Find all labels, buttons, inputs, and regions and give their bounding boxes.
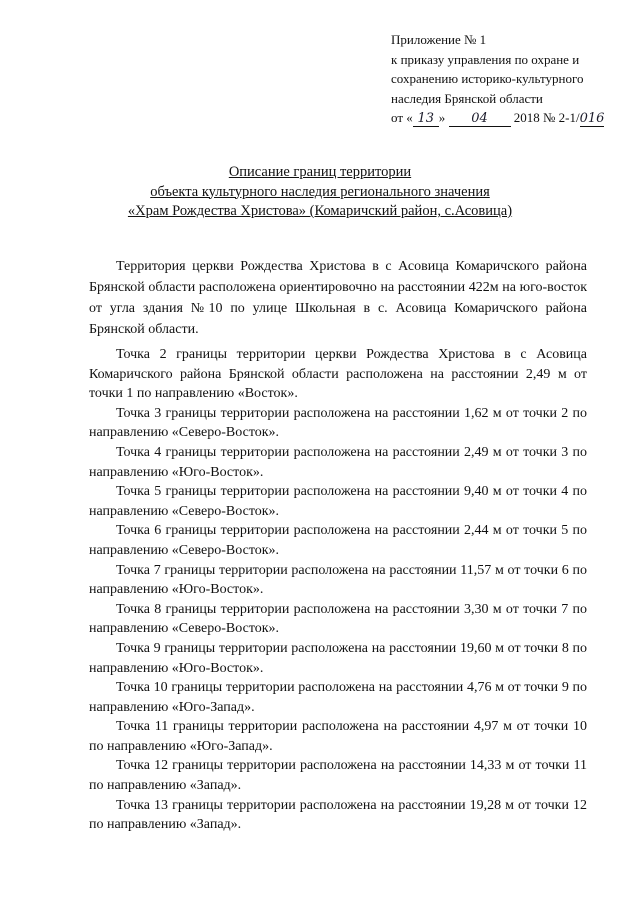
appendix-header [391,30,604,128]
boundary-point-paragraph: Точка 9 границы территории расположена на расстоянии 19,60 м от точки 8 по направлению «Юго-Восток». [89,640,587,676]
date-prefix: от « [391,110,413,125]
boundary-point-paragraph: Точка 12 границы территории расположена на расстоянии 14,33 м от точки 11 по направлению «Запад». [89,758,587,794]
title-line: Описание границ территории [228,164,412,180]
title-line: объекта культурного наследия регионального значения [150,183,490,200]
boundary-points-list [89,345,587,835]
date-mid: » [438,110,446,125]
title-line: «Храм Рождества Христова» (Комаричский район, с.Асовица) [127,203,513,219]
boundary-point-paragraph: Точка 11 границы территории расположена на расстоянии 4,97 м от точки 10 по направлению «Юго-Запад». [89,719,587,754]
date-year: 2018 № 2-1/ [513,110,580,125]
boundary-point-paragraph: Точка 4 границы территории расположена на расстоянии 2,49 м от точки 3 по направлению «Юго-Восток». [89,444,587,480]
boundary-point-paragraph: Точка 13 границы территории расположена на расстоянии 19,28 м от точки 12 по направлению «Запад». [89,797,587,833]
appendix-line: наследия Брянской области [391,90,543,106]
appendix-date-line [391,108,604,128]
boundary-point-paragraph: Точка 8 границы территории расположена на расстоянии 3,30 м от точки 7 по направлению «Северо-Восток». [89,601,587,637]
boundary-point-paragraph: Точка 2 границы территории церкви Рождества Христова в с Асовица Комаричского района Брянской области расположена на расстоянии 2,49 м от точки 1 по направлению «Восток». [89,347,587,402]
appendix-line: Приложение № 1 [391,32,487,47]
boundary-point-paragraph: Точка 3 границы территории расположена на расстоянии 1,62 м от точки 2 по направлению «Северо-Восток». [89,405,587,441]
intro-paragraph: Территория церкви Рождества Христова в с Асовица Комаричского района Брянской области расположена ориентировочно на расстоянии 422м на юго-восток от угла здания №10 по улице Школьная в с. Асовица Комаричского района Брянской области. [89,259,587,337]
boundary-point-paragraph: Точка 10 границы территории расположена на расстоянии 4,76 м от точки 9 по направлению «Юго-Запад». [89,680,587,715]
document-title [0,163,640,222]
handwritten-day: 13 [413,112,439,127]
handwritten-number: 016 [579,111,605,126]
appendix-line: сохранению историко-культурного [391,71,584,86]
handwritten-month: 04 [449,112,511,127]
appendix-line: к приказу управления по охране и [391,51,580,67]
boundary-point-paragraph: Точка 6 границы территории расположена на расстоянии 2,44 м от точки 5 по направлению «Северо-Восток». [89,523,587,558]
boundary-point-paragraph: Точка 7 границы территории расположена на расстоянии 11,57 м от точки 6 по направлению «Юго-Восток». [89,562,587,598]
boundary-point-paragraph: Точка 5 границы территории расположена на расстоянии 9,40 м от точки 4 по направлению «Северо-Восток». [89,484,587,519]
